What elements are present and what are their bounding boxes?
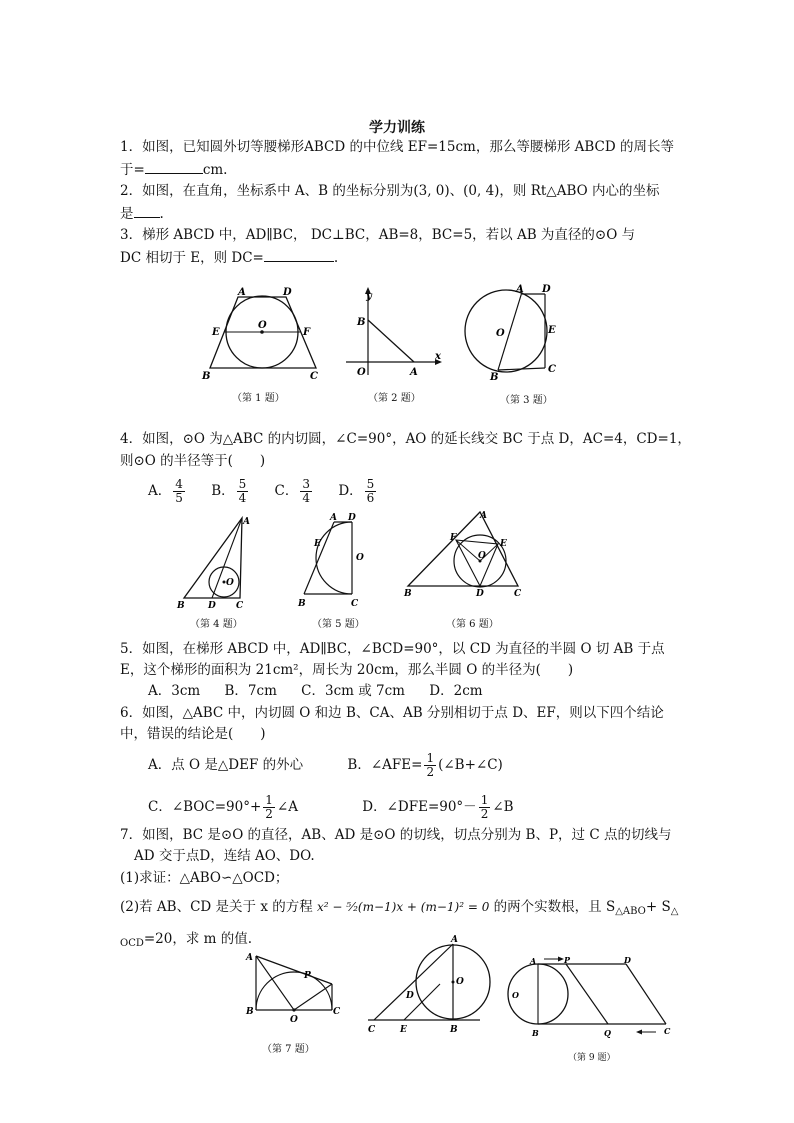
q7-part2-mid: + S (645, 899, 671, 915)
figure-5 (296, 512, 376, 616)
q7-text-line1: 7．如图，BC 是⊙O 的直径，AB、AD 是⊙O 的切线，切点分别为 B、P，过 C 点的切线与 (120, 827, 672, 843)
f6-label-f: F (450, 533, 457, 543)
f8-label-b: B (450, 1025, 458, 1035)
q6-d-post: ∠B (492, 799, 514, 815)
f4-label-a: A (243, 517, 250, 527)
q6-options-row2 (148, 794, 514, 821)
figure-7 (240, 948, 350, 1032)
f3-label-e: E (548, 325, 556, 336)
q4-option-b-label: B． (211, 483, 235, 499)
q6-c-pre: C．∠BOC=90°+ (148, 799, 262, 815)
f4-label-b: B (177, 601, 185, 611)
q4-option-a-label: A． (148, 483, 172, 499)
q7-part2-post: 的两个实数根，且 S (493, 899, 616, 915)
figure-3 (460, 280, 570, 388)
figure-1 (198, 285, 328, 389)
q4-option-d-label: D． (338, 483, 363, 499)
q6-text-line2: 中，错误的结论是( ) (120, 726, 266, 742)
f5-label-d: D (348, 513, 356, 523)
f1-label-c: C (310, 371, 318, 382)
f8-label-c: C (368, 1025, 376, 1035)
caption-1: （第 1 题） (232, 393, 285, 404)
q3-text-line2 (120, 248, 338, 267)
figure-2 (338, 285, 448, 389)
caption-9: （第 9 题） (568, 1053, 616, 1063)
q6-b-post: (∠B+∠C) (438, 757, 503, 773)
f7-label-p: P (304, 971, 311, 981)
f9-label-b: B (532, 1028, 539, 1038)
q4-b-num: 5 (238, 477, 247, 491)
q4-text-line1: 4．如图，⊙O 为△ABC 的内切圆，∠C=90°，AO 的延长线交 BC 于点 D，AC=4，CD=1， (120, 431, 691, 447)
f1-label-e: E (212, 327, 220, 338)
caption-6: （第 6 题） (446, 619, 499, 630)
q7-part2 (120, 898, 678, 921)
q4-c-num: 3 (302, 477, 311, 491)
q6-d-num: 1 (480, 793, 489, 807)
q6-d-den: 2 (480, 807, 489, 821)
f7-label-b: B (246, 1007, 254, 1017)
q6-b-den: 2 (426, 765, 435, 779)
f4-label-o: O (226, 578, 234, 588)
f6-label-d: D (476, 589, 484, 599)
q6-c-num: 1 (265, 793, 273, 807)
q7-part3 (120, 930, 252, 953)
q4-d-den: 6 (366, 491, 375, 505)
f2-label-a: A (410, 367, 418, 378)
f3-label-o: O (496, 328, 505, 339)
f9-label-d: D (624, 956, 631, 965)
f9-label-q: Q (604, 1028, 611, 1038)
q2-suffix: . (159, 206, 164, 222)
q5-option-c[interactable]: C．3cm 或 7cm (301, 683, 405, 699)
q6-b-num: 1 (426, 751, 435, 765)
caption-2: （第 2 题） (368, 393, 421, 404)
q7-sub-ocd: OCD (120, 938, 144, 949)
q1-suffix: cm. (202, 162, 228, 178)
q4-text-line2: 则⊙O 的半径等于( ) (120, 453, 266, 469)
f9-label-a: A (530, 956, 537, 966)
q4-option-b-value[interactable] (237, 478, 249, 505)
q2-text-line1: 2．如图，在直角，坐标系中 A、B 的坐标分别为(3, 0)、(0, 4)，则 Rt△ABO 内心的坐标 (120, 183, 660, 199)
f7-label-a: A (246, 953, 253, 963)
q7-part1: (1)求证：△ABO∽△OCD； (120, 870, 289, 886)
q5-option-b[interactable]: B．7cm (224, 683, 277, 699)
f1-label-b: B (202, 371, 211, 382)
q5-text-line1: 5．如图，在梯形 ABCD 中，AD∥BC，∠BCD=90°，以 CD 为直径的半圆 O 切 AB 于点 (120, 641, 665, 657)
q6-text-line1: 6．如图，△ABC 中，内切圆 O 和边 B、CA、AB 分别相切于点 D、EF，则以下四个结论 (120, 705, 664, 721)
f5-label-o: O (356, 553, 364, 563)
f4-label-d: D (208, 601, 216, 611)
q6-c-post: ∠A (276, 799, 298, 815)
page-title: 学力训练 (369, 120, 425, 136)
q3-answer-blank[interactable] (264, 248, 334, 262)
q1-text-line1: 1．如图，已知圆外切等腰梯形ABCD 的中位线 EF=15cm，那么等腰梯形 ABCD 的周长等 (120, 139, 674, 155)
figure-8 (364, 934, 494, 1042)
q4-d-num: 5 (366, 477, 375, 491)
f2-label-o: O (357, 367, 366, 378)
q7-part2-pre: (2)若 AB、CD 是关于 x 的方程 (120, 899, 313, 915)
q4-options (148, 478, 378, 505)
q6-c-den: 2 (265, 807, 273, 821)
q7-sub-tri: △ (670, 906, 679, 917)
q7-equation: x² − ⁵⁄₂(m−1)x + (m−1)² = 0 (317, 900, 490, 914)
q3-text-line1: 3．梯形 ABCD 中，AD∥BC， DC⊥BC，AB=8，BC=5，若以 AB 为直径的⊙O 与 (120, 227, 636, 243)
f3-label-a: A (516, 284, 524, 295)
q4-option-a-value[interactable] (173, 478, 185, 505)
figure-9 (504, 956, 674, 1050)
q3-prefix: DC 相切于 E，则 DC= (120, 250, 264, 266)
caption-4: （第 4 题） (190, 619, 243, 630)
q7-part3-post: =20，求 m 的值. (143, 931, 253, 947)
q6-option-a[interactable]: A．点 O 是△DEF 的外心 (148, 757, 304, 773)
f3-label-c: C (548, 364, 556, 375)
q6-option-b[interactable] (347, 751, 503, 779)
f7-label-c: C (333, 1007, 341, 1017)
q2-text-line2 (120, 204, 164, 223)
f2-label-x: x (435, 351, 441, 362)
caption-5: （第 5 题） (312, 619, 365, 630)
q2-prefix: 是 (120, 206, 134, 222)
f8-label-o: O (456, 977, 464, 987)
q4-option-d-value[interactable] (365, 478, 377, 505)
q1-prefix: 于= (120, 162, 145, 178)
q7-text-line2: AD 交于点D，连结 AO、DO. (134, 848, 315, 864)
f6-label-b: B (404, 589, 412, 599)
f6-label-a: A (480, 511, 487, 521)
q4-a-den: 5 (175, 491, 183, 505)
q4-a-num: 4 (175, 477, 183, 491)
f9-label-o: O (512, 990, 519, 1000)
q4-option-c-label: C． (274, 483, 299, 499)
q6-options-row1 (148, 752, 503, 779)
f1-label-d: D (283, 287, 292, 298)
q3-suffix: . (333, 250, 339, 266)
f8-label-e: E (400, 1025, 407, 1035)
q6-d-pre: D．∠DFE=90°－ (362, 799, 477, 815)
q5-text-line2: E，这个梯形的面积为 21cm²，周长为 20cm，那么半圆 O 的半径为( ) (120, 662, 574, 678)
q4-c-den: 4 (302, 491, 311, 505)
f5-label-a: A (330, 513, 337, 523)
q6-b-pre: B．∠AFE= (347, 757, 423, 773)
f8-label-a: A (451, 935, 458, 945)
q1-text-line2 (120, 160, 227, 179)
q6-option-d[interactable] (362, 793, 514, 821)
f5-label-e: E (314, 539, 321, 549)
f6-label-e: E (500, 539, 507, 549)
f3-label-b: B (490, 372, 499, 383)
figure-4 (172, 512, 262, 616)
caption-7: （第 7 题） (262, 1044, 315, 1055)
q4-b-den: 4 (238, 491, 247, 505)
f2-label-y: y (366, 291, 372, 302)
q6-option-c[interactable] (148, 793, 298, 821)
figure-6 (400, 506, 530, 610)
q7-sub-abo: △ABO (615, 906, 646, 917)
q1-answer-blank[interactable] (145, 160, 203, 174)
q4-option-c-value[interactable] (300, 478, 312, 505)
q5-options (148, 682, 483, 700)
f7-label-o: O (290, 1015, 298, 1025)
q5-option-a[interactable]: A．3cm (148, 683, 201, 699)
f2-label-b: B (357, 317, 366, 328)
f6-label-c: C (514, 589, 522, 599)
f5-label-b: B (298, 599, 306, 609)
f1-label-f: F (303, 327, 311, 338)
f1-label-a: A (238, 287, 246, 298)
q2-answer-blank[interactable] (134, 204, 160, 218)
f1-label-o: O (258, 320, 267, 331)
f9-label-c: C (664, 1026, 671, 1036)
f8-label-d: D (406, 991, 414, 1001)
f6-label-o: O (478, 551, 486, 561)
q5-option-d[interactable]: D．2cm (429, 683, 483, 699)
f5-label-c: C (351, 599, 359, 609)
f9-label-p: P (564, 956, 571, 965)
f4-label-c: C (236, 601, 244, 611)
caption-3: （第 3 题） (500, 395, 553, 406)
f3-label-d: D (542, 284, 551, 295)
